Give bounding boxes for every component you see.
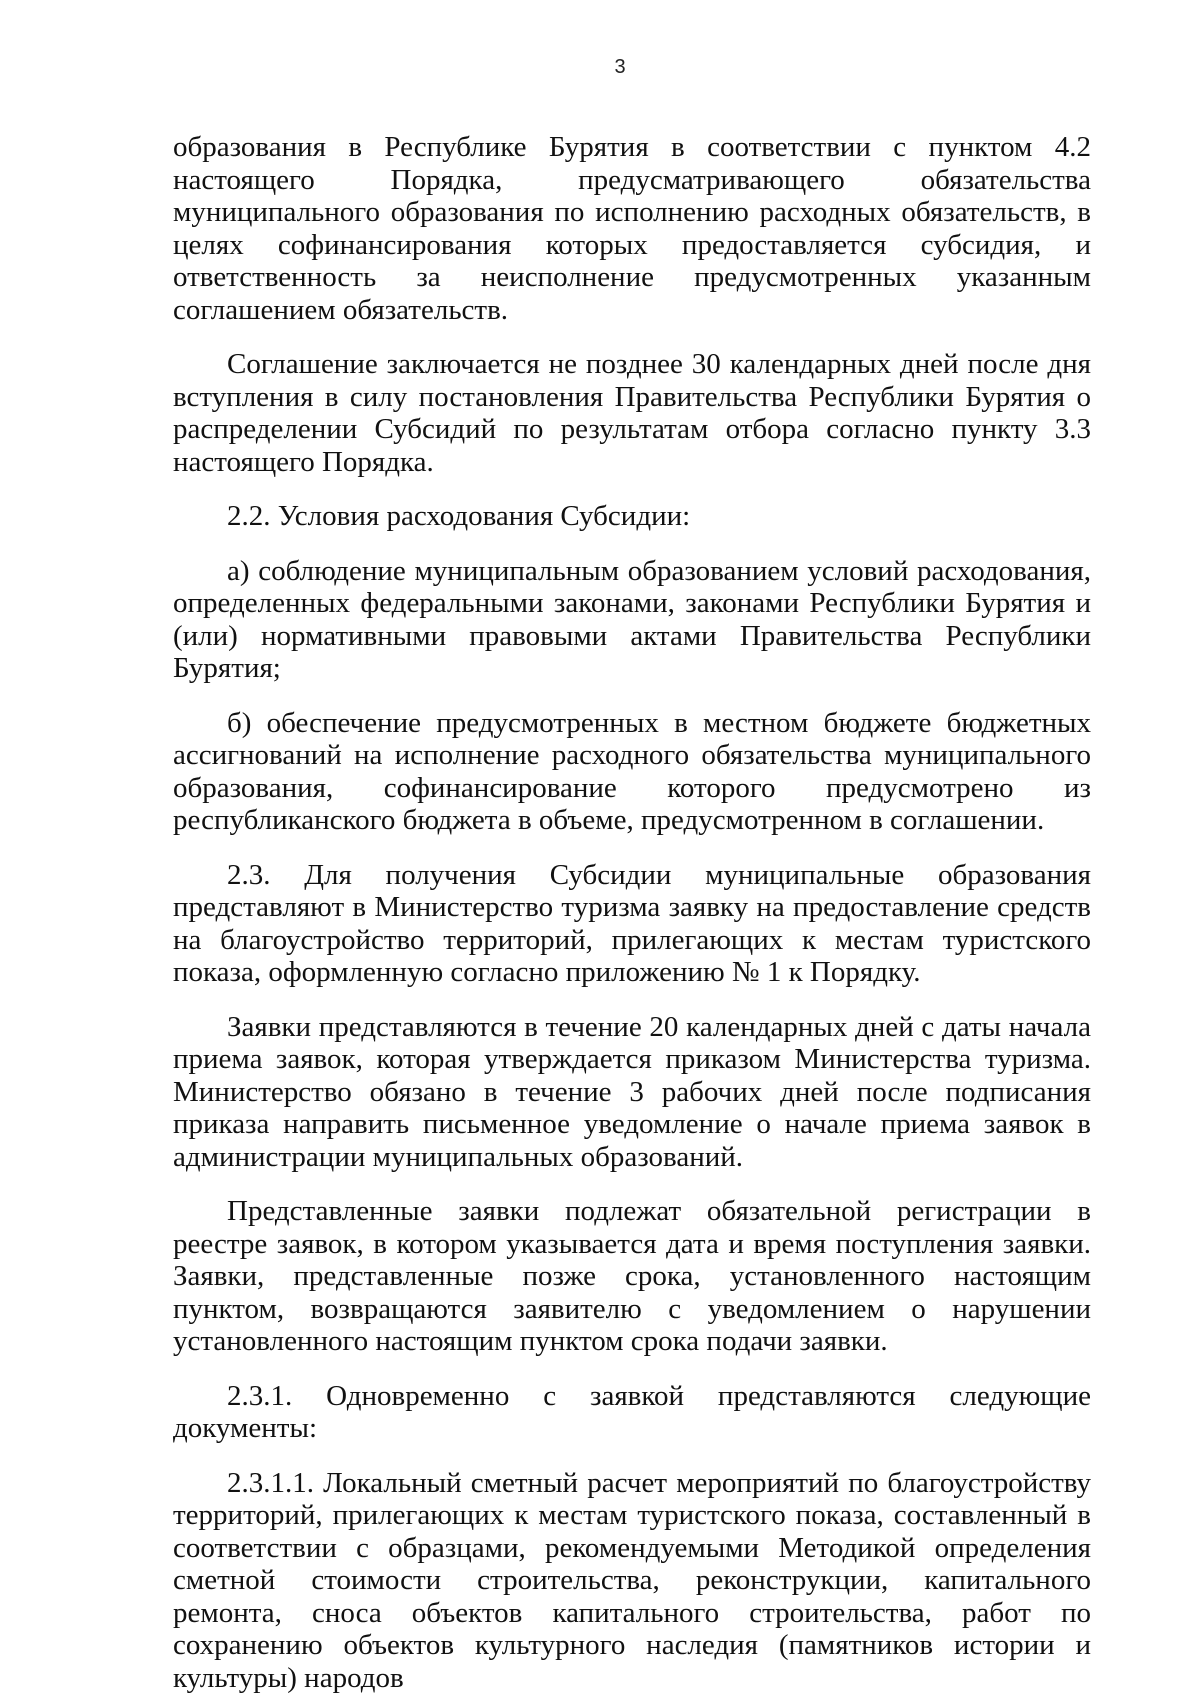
paragraph-applications-period: Заявки представляются в течение 20 календарных дней с даты начала приема заявок, которая утверждается приказом Министерства туризма. Министерство обязано в течение 3 рабочих дней после подписания приказа направить письменное уведомление о начале приема заявок в администрации муниципальных образований. xyxy=(173,1010,1091,1173)
paragraph-2-2-heading: 2.2. Условия расходования Субсидии: xyxy=(227,500,691,532)
paragraph-continuation: образования в Республике Бурятия в соответствии с пунктом 4.2 настоящего Порядка, предусматривающего обязательства муниципального образования по исполнению расходных обязательств, в целях софинансирования которых предоставляется субсидия, и ответственность за неисполнение предусмотренных указанным соглашением обязательств. xyxy=(173,131,1091,326)
paragraph-2-2-a: а) соблюдение муниципальным образованием условий расходования, определенных федеральными законами, законами Республики Бурятия и (или) нормативными правовыми актами Правительства Республики Бурятия; xyxy=(173,554,1091,684)
paragraph-2-3: 2.3. Для получения Субсидии муниципальные образования представляют в Министерство туризма заявку на предоставление средств на благоустройство территорий, прилегающих к местам туристского показа, оформленную согласно приложению № 1 к Порядку. xyxy=(173,858,1091,988)
paragraph-2-3-1: 2.3.1. Одновременно с заявкой представляются следующие документы: xyxy=(173,1379,1091,1444)
page-number: 3 xyxy=(614,56,626,78)
paragraph-agreement-term: Соглашение заключается не позднее 30 календарных дней после дня вступления в силу постановления Правительства Республики Бурятия о распределении Субсидий по результатам отбора согласно пункту 3.3 настоящего Порядка. xyxy=(173,348,1091,478)
paragraph-2-3-1-1: 2.3.1.1. Локальный сметный расчет мероприятий по благоустройству территорий, прилегающих к местам туристского показа, составленный в соответствии с образцами, рекомендуемыми Методикой определения сметной стоимости строительства, реконструкции, капитального ремонта, сноса объектов капитального строительства, работ по сохранению объектов культурного наследия (памятников истории и культуры) народов xyxy=(173,1466,1091,1694)
paragraph-applications-registry: Представленные заявки подлежат обязательной регистрации в реестре заявок, в котором указывается дата и время поступления заявки. Заявки, представленные позже срока, установленного настоящим пунктом, возвращаются заявителю с уведомлением о нарушении установленного настоящим пунктом срока подачи заявки. xyxy=(173,1195,1091,1357)
document-body xyxy=(173,131,1091,1694)
paragraph-2-2-b: б) обеспечение предусмотренных в местном бюджете бюджетных ассигнований на исполнение расходного обязательства муниципального образования, софинансирование которого предусмотрено из республиканского бюджета в объеме, предусмотренном в соглашении. xyxy=(173,706,1091,836)
